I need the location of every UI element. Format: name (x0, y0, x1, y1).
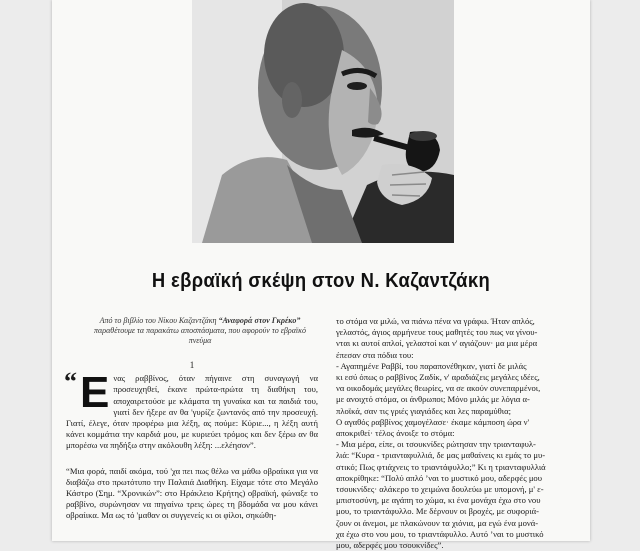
right-column-line: να οικοδομάς μεγάλες θεωρίες, να σε ακούν συνεπαρμένοι, (336, 383, 541, 394)
source-suffix: παραθέτουμε τα παρακάτω αποσπάσματα, που αφορούν το εβραϊκό πνεύμα (94, 326, 306, 345)
source-prefix: Από το βιβλίο του Νίκου Καζαντζάκη (99, 316, 217, 325)
source-note (94, 316, 306, 346)
first-paragraph-block (64, 367, 318, 451)
right-column-line: μπιστοσύνη, με αγάπη το χώμα, κι ένα μονάχα έχω στο νου (336, 495, 541, 506)
right-column-line: τσουκνίδες· αλάκερο το χειμώνα δουλεύω με υπομονή, μ' ε- (336, 484, 544, 495)
right-column-line: - Μια μέρα, είπε, οι τσουκνίδες ρώτησαν την τριανταφυλ- (336, 439, 536, 450)
drop-cap-letter: Ε (80, 368, 110, 418)
article-headline: Η εβραϊκή σκέψη στον Ν. Καζαντζάκη (151, 270, 491, 292)
right-column-line: πλοϊκά, σαν τις γριές γιαγιάδες και λες παραμύθια; (336, 405, 512, 416)
right-column-line: κι εσύ όπως ο ραββίνος Ζαδίκ, ν' αραδιάζεις μεγάλες ιδέες, (336, 372, 540, 383)
right-column-line: αποκριθεί· τέλος άνοιξε το στόμα: (336, 428, 455, 439)
right-column-line: νται κι αυτοί απλοί, γελαστοί και ν' αγιάζουν· μα μια μέρα (336, 338, 538, 349)
section-number: 1 (189, 360, 195, 370)
right-column-line: στικό; Πως φτιάχνεις το τριαντάφυλλο;” Κι η τριανταφυλλιά (336, 461, 546, 472)
right-column-line: Ο αγαθός ραββίνος χαμογέλασε· έκαμε κάμποση ώρα ν' (336, 416, 530, 427)
right-column-line: έπεσαν στα πόδια του: (336, 349, 414, 360)
right-column-line: - Αγαπημένε Ραββί, του παραπονέθηκαν, γιατί δε μιλάς (336, 360, 527, 371)
newspaper-page (52, 0, 590, 551)
right-column-line: αποκρίθηκε: “Πολύ απλό ’ναι το μυστικό μου, αδερφές μου (336, 472, 542, 483)
right-column-line: λιά: “Κυρα - τριανταφυλλιά, δε μας μαθαίνεις κι εμάς το μυ- (336, 450, 546, 461)
right-column-line: μου, αδερφές μου τσουκνίδες”. (336, 540, 444, 551)
left-column (66, 316, 318, 530)
first-paragraph: νας ραββίνος, όταν πήγαινε στη συναγωγή να προσευχηθεί, έκανε πρώτα-πρώτα τη διαθήκη του, αποχαιρετούσε με κλάματα τη γυναίκα και τα παιδιά του, γιατί δεν ήξερε αν θα 'γυρίζε ζωντανός από την προσευχή. Γιατί, έλεγε, όταν προφέρω μια λέξη, ας πούμε: Κύριε..., η λέξη αυτή κάνει κομμάτια την καρδιά μου, με κυριεύει τρόμος και δεν ξέρω αν θα μπορέσω να πηδήξω στην ακόλουθη λέξη: ...ελέησον”. (66, 373, 318, 451)
right-column-line: χα έχω στο νου μου, το τριαντάφυλλο. Αυτό ’ναι το μυστικό (336, 528, 544, 539)
right-column-line: με ανοιχτό στόμα, οι άνθρωποι; Μόνο μιλάς με λόγια α- (336, 394, 530, 405)
opening-quote-mark: “ (64, 367, 77, 397)
source-book-title: “Αναφορά στον Γκρέκο” (218, 316, 301, 325)
right-column (336, 316, 572, 551)
right-column-line: ζουν οι άνεμοι, με πλακώνουν τα χιόνια, μα εγώ ένα μονά- (336, 517, 539, 528)
second-paragraph: “Μια φορά, παιδί ακόμα, τού 'χα πει πως θέλω να μάθω οβραίικα για να διαβάζω στο πρωτότυπο την Παλαιά Διαθήκη. Είχαμε τότε στο Μεγάλο Κάστρο (Σημ. “Χρονικών”: στο Ηράκλειο Κρήτης) οβραϊκή, φώναξε το ραββίνο, συρώνησαν να πηγαίνω τρεις ώρες τη βδομάδα να μου κάνει οβραίικα. Μα ως τό 'μαθαν οι συγγενείς κι οι φίλοι, σηκώθη- (66, 465, 318, 521)
right-column-line: γελαστός, άγιος αρμήνευε τους μαθητές του πως να γίνου- (336, 327, 538, 338)
portrait-illustration (192, 0, 454, 243)
right-column-line: το στόμα να μιλώ, να πιάνω πένα να γράφω. Ήταν απλός, (336, 316, 535, 326)
right-column-line: μου, το τριαντάφυλλο. Με δέρνουν οι βροχές, με συφοριά- (336, 506, 540, 517)
portrait-photo (192, 0, 454, 243)
